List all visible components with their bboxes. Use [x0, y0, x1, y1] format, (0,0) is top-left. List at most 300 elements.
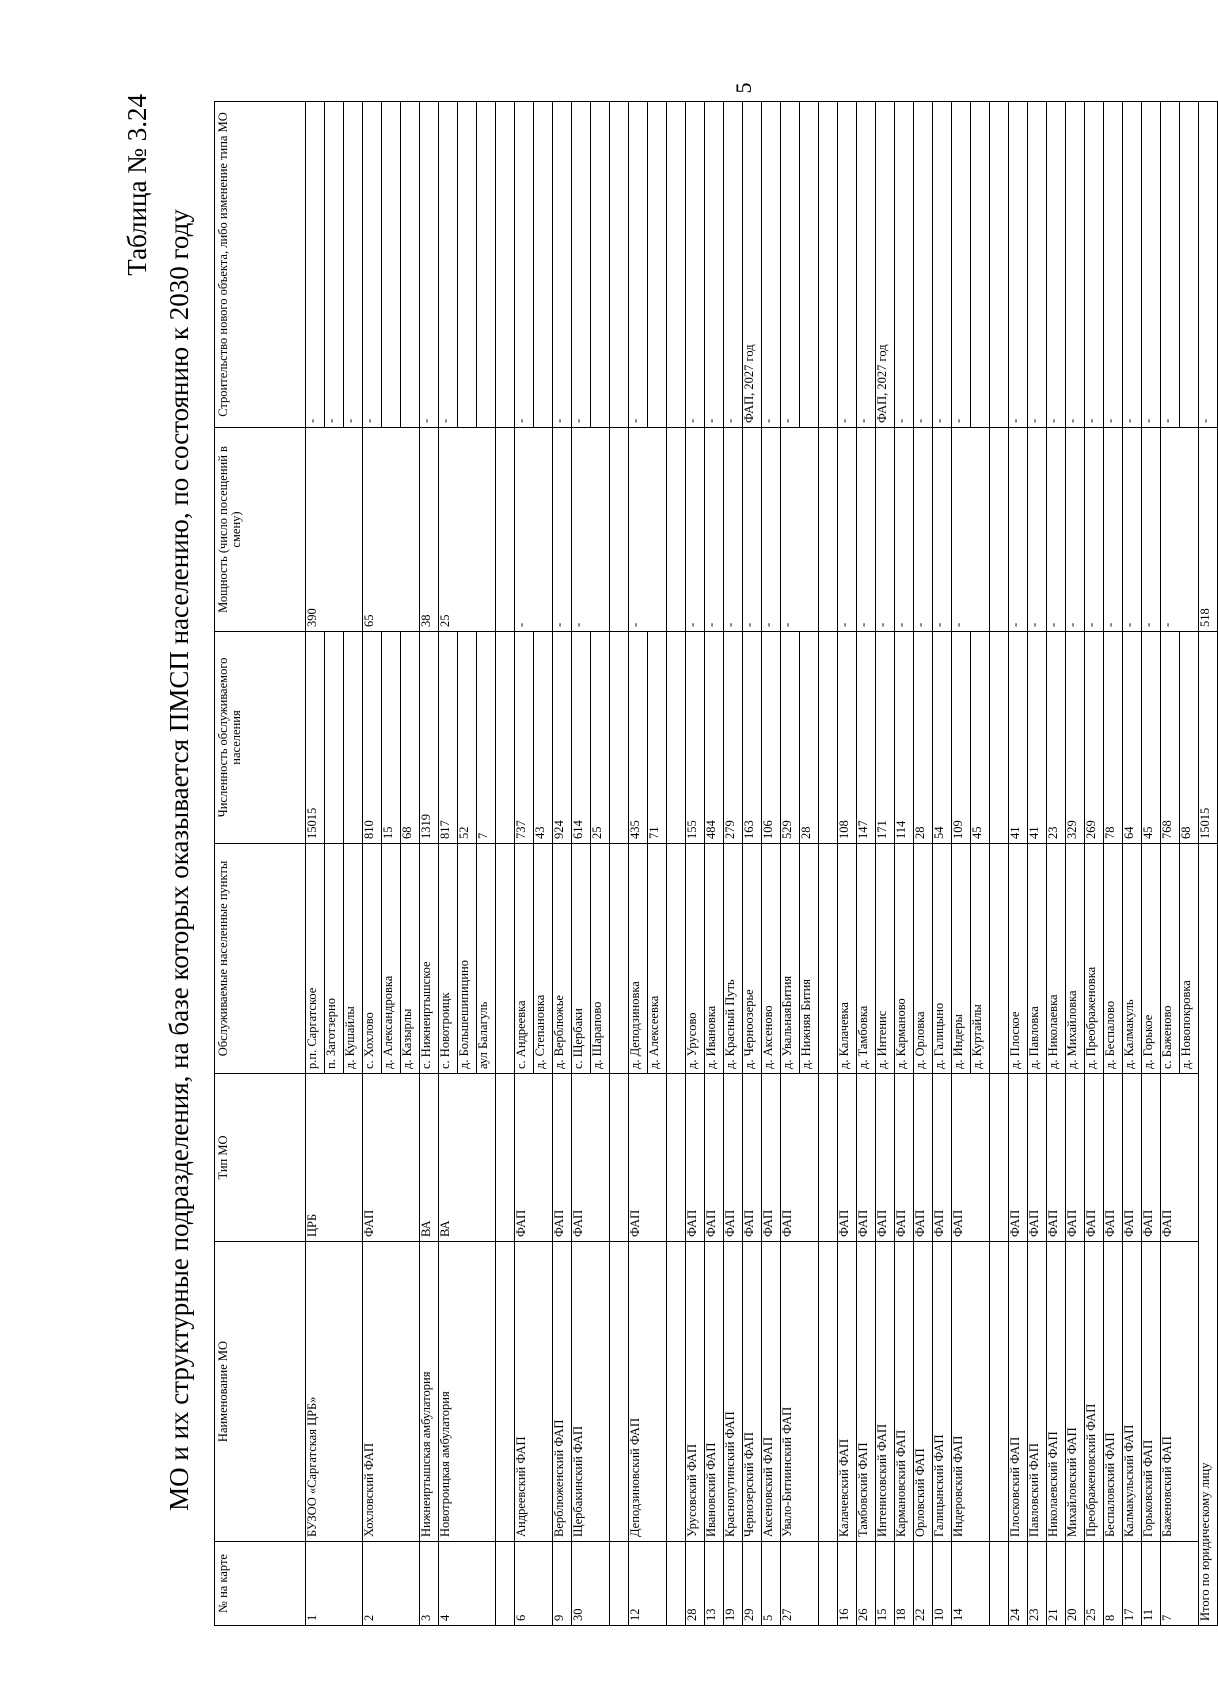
spacer-cell	[819, 1074, 838, 1242]
population-cell: 109	[952, 632, 971, 844]
power-cell: -	[895, 428, 914, 632]
table-row	[1047, 102, 1066, 1626]
power-cell: 38	[420, 428, 439, 632]
build-cell: -	[439, 102, 458, 428]
facility-name-cell: Калачевский ФАП	[838, 1242, 857, 1542]
build-cell: -	[1104, 102, 1123, 428]
facility-type-cell: ФАП	[838, 1074, 857, 1242]
table-row	[705, 102, 724, 1626]
facility-name-cell: Кармановский ФАП	[895, 1242, 914, 1542]
build-cell: -	[1085, 102, 1104, 428]
facility-name-cell: Николаевский ФАП	[1047, 1242, 1066, 1542]
facility-type-cell: ФАП	[515, 1074, 553, 1242]
settlement-cell: д. Горькое	[1142, 844, 1161, 1074]
spacer-cell	[819, 102, 838, 428]
population-cell: 71	[648, 632, 667, 844]
spacer-cell	[610, 1074, 629, 1242]
settlement-cell: д. Шарапово	[591, 844, 610, 1074]
spacer-row	[819, 102, 838, 1626]
population-cell: 147	[857, 632, 876, 844]
spacer-cell	[667, 1542, 686, 1626]
spacer-cell	[990, 1074, 1009, 1242]
population-cell: 484	[705, 632, 724, 844]
settlement-cell: д. Индеры	[952, 844, 971, 1074]
build-cell: -	[572, 102, 591, 428]
spacer-cell	[496, 1074, 515, 1242]
facility-name-cell: Верблюженский ФАП	[553, 1242, 572, 1542]
build-cell: -	[724, 102, 743, 428]
facility-type-cell: ФАП	[629, 1074, 667, 1242]
population-cell: 28	[800, 632, 819, 844]
spacer-cell	[667, 102, 686, 428]
facility-type-cell: ФАП	[876, 1074, 895, 1242]
settlement-cell: д. Галицыно	[933, 844, 952, 1074]
population-cell: 43	[534, 632, 553, 844]
settlement-cell: д. Алексеевка	[648, 844, 667, 1074]
facility-type-cell: ФАП	[724, 1074, 743, 1242]
power-cell: -	[572, 428, 610, 632]
facility-name-cell: Щербакинский ФАП	[572, 1242, 610, 1542]
build-cell: -	[1047, 102, 1066, 428]
population-cell: 28	[914, 632, 933, 844]
power-cell: 25	[439, 428, 496, 632]
facility-name-cell: Новотроицкая амбулатория	[439, 1242, 496, 1542]
facility-name-cell: Интенисовский ФАП	[876, 1242, 895, 1542]
power-cell: -	[629, 428, 667, 632]
table-row	[914, 102, 933, 1626]
table-row	[1104, 102, 1123, 1626]
population-cell: 614	[572, 632, 591, 844]
population-cell: 435	[629, 632, 648, 844]
power-cell: -	[1142, 428, 1161, 632]
facility-type-cell: ФАП	[781, 1074, 819, 1242]
spacer-cell	[496, 632, 515, 844]
build-cell: ФАП, 2027 год	[876, 102, 895, 428]
spacer-cell	[990, 632, 1009, 844]
power-cell: -	[1047, 428, 1066, 632]
power-cell: -	[933, 428, 952, 632]
facility-name-cell: Нижнеиртышская амбулатория	[420, 1242, 439, 1542]
power-cell: -	[1161, 428, 1199, 632]
settlement-cell: с. Баженово	[1161, 844, 1180, 1074]
population-cell: 810	[363, 632, 382, 844]
population-cell: 817	[439, 632, 458, 844]
settlement-cell: д. Казырлы	[401, 844, 420, 1074]
table-row	[743, 102, 762, 1626]
population-cell: 25	[591, 632, 610, 844]
table-row	[306, 102, 325, 1626]
build-cell: -	[363, 102, 382, 428]
spacer-cell	[610, 1242, 629, 1542]
settlement-cell: р.п. Саргатское	[306, 844, 325, 1074]
facility-name-cell: Плосковский ФАП	[1009, 1242, 1028, 1542]
facility-type-cell: ФАП	[743, 1074, 762, 1242]
total-build-cell: -	[1199, 102, 1218, 428]
settlement-cell: с. Нижнеиртышское	[420, 844, 439, 1074]
build-cell: -	[686, 102, 705, 428]
population-cell: 924	[553, 632, 572, 844]
power-cell: 65	[363, 428, 420, 632]
population-cell: 7	[477, 632, 496, 844]
build-cell: -	[553, 102, 572, 428]
settlement-cell: д. Преображеновка	[1085, 844, 1104, 1074]
build-cell	[1180, 102, 1199, 428]
facility-type-cell: ФАП	[1028, 1074, 1047, 1242]
map-number-cell: 23	[1028, 1542, 1047, 1626]
total-label-cell: Итого по юридическому лицу	[1199, 844, 1218, 1626]
facility-name-cell: Увало-Битиинский ФАП	[781, 1242, 819, 1542]
build-cell: ФАП, 2027 год	[743, 102, 762, 428]
population-cell: 41	[1009, 632, 1028, 844]
table-body	[306, 102, 1218, 1626]
power-cell: -	[857, 428, 876, 632]
power-cell: -	[781, 428, 819, 632]
facility-name-cell: Хохловский ФАП	[363, 1242, 420, 1542]
population-cell	[344, 632, 363, 844]
map-number-cell: 11	[1142, 1542, 1161, 1626]
settlement-cell: д. Беспалово	[1104, 844, 1123, 1074]
facility-type-cell: ФАП	[895, 1074, 914, 1242]
table-row	[1161, 102, 1180, 1626]
build-cell: -	[781, 102, 800, 428]
table-row	[553, 102, 572, 1626]
build-cell: -	[762, 102, 781, 428]
table-row	[629, 102, 648, 1626]
map-number-cell: 5	[762, 1542, 781, 1626]
table-number: Таблица № 3.24	[122, 94, 152, 276]
spacer-cell	[819, 428, 838, 632]
spacer-row	[990, 102, 1009, 1626]
build-cell	[648, 102, 667, 428]
spacer-cell	[990, 102, 1009, 428]
table-row	[1009, 102, 1028, 1626]
population-cell: 529	[781, 632, 800, 844]
population-cell: 106	[762, 632, 781, 844]
spacer-cell	[667, 632, 686, 844]
map-number-cell: 16	[838, 1542, 857, 1626]
build-cell: -	[420, 102, 439, 428]
facility-name-cell: Горьковский ФАП	[1142, 1242, 1161, 1542]
spacer-cell	[496, 102, 515, 428]
spacer-cell	[610, 844, 629, 1074]
spacer-cell	[610, 428, 629, 632]
spacer-cell	[819, 632, 838, 844]
facility-type-cell: ФАП	[1009, 1074, 1028, 1242]
population-cell: 114	[895, 632, 914, 844]
build-cell	[800, 102, 819, 428]
spacer-cell	[496, 844, 515, 1074]
population-cell: 108	[838, 632, 857, 844]
population-cell: 68	[1180, 632, 1199, 844]
table-row	[1066, 102, 1085, 1626]
map-number-cell: 25	[1085, 1542, 1104, 1626]
power-cell: -	[705, 428, 724, 632]
spacer-cell	[990, 844, 1009, 1074]
facility-name-cell: Орловский ФАП	[914, 1242, 933, 1542]
table-row	[1028, 102, 1047, 1626]
settlement-cell: д. Аксеново	[762, 844, 781, 1074]
population-cell: 52	[458, 632, 477, 844]
table-row	[724, 102, 743, 1626]
col-header-population: Численность обслуживаемого населения	[215, 632, 306, 844]
col-header-build: Строительство нового объекта, либо изменение типа МО	[215, 102, 306, 428]
power-cell: -	[914, 428, 933, 632]
settlement-cell: с. Новотроицк	[439, 844, 458, 1074]
power-cell: -	[876, 428, 895, 632]
settlement-cell: д. Михайловка	[1066, 844, 1085, 1074]
settlement-cell: д. Верблюжье	[553, 844, 572, 1074]
settlement-cell: д. Нижняя Бития	[800, 844, 819, 1074]
facility-type-cell: ФАП	[762, 1074, 781, 1242]
build-cell: -	[705, 102, 724, 428]
facility-type-cell: ФАП	[553, 1074, 572, 1242]
facility-type-cell: ВА	[420, 1074, 439, 1242]
spacer-cell	[667, 1242, 686, 1542]
map-number-cell: 30	[572, 1542, 610, 1626]
power-cell: -	[1104, 428, 1123, 632]
population-cell: 68	[401, 632, 420, 844]
facility-type-cell: ФАП	[1066, 1074, 1085, 1242]
population-cell: 279	[724, 632, 743, 844]
col-header-name: Наименование МО	[215, 1242, 306, 1542]
population-cell: 64	[1123, 632, 1142, 844]
build-cell	[591, 102, 610, 428]
data-table	[214, 101, 1218, 1626]
power-cell: -	[686, 428, 705, 632]
build-cell: -	[895, 102, 914, 428]
facility-type-cell: ФАП	[1047, 1074, 1066, 1242]
settlement-cell: д. Интенис	[876, 844, 895, 1074]
settlement-cell: д. Николаевка	[1047, 844, 1066, 1074]
settlement-cell: с. Хохлово	[363, 844, 382, 1074]
spacer-cell	[496, 1542, 515, 1626]
table-row	[781, 102, 800, 1626]
population-cell: 15015	[306, 632, 325, 844]
spacer-row	[610, 102, 629, 1626]
settlement-cell: д. Черноозерье	[743, 844, 762, 1074]
settlement-cell: д. Плоское	[1009, 844, 1028, 1074]
facility-name-cell: Ивановский ФАП	[705, 1242, 724, 1542]
spacer-cell	[819, 1242, 838, 1542]
map-number-cell: 28	[686, 1542, 705, 1626]
spacer-cell	[667, 844, 686, 1074]
population-cell: 54	[933, 632, 952, 844]
col-header-num: № на карте	[215, 1542, 306, 1626]
map-number-cell: 14	[952, 1542, 990, 1626]
population-cell: 163	[743, 632, 762, 844]
build-cell	[534, 102, 553, 428]
build-cell: -	[952, 102, 971, 428]
col-header-settlements: Обслуживаемые населенные пункты	[215, 844, 306, 1074]
facility-type-cell: ФАП	[686, 1074, 705, 1242]
build-cell: -	[1009, 102, 1028, 428]
map-number-cell: 7	[1161, 1542, 1199, 1626]
spacer-cell	[990, 1242, 1009, 1542]
table-row	[515, 102, 534, 1626]
table-row	[895, 102, 914, 1626]
map-number-cell: 22	[914, 1542, 933, 1626]
population-cell: 23	[1047, 632, 1066, 844]
facility-name-cell: Краснопутинский ФАП	[724, 1242, 743, 1542]
build-cell: -	[325, 102, 344, 428]
build-cell	[971, 102, 990, 428]
facility-name-cell: Павловский ФАП	[1028, 1242, 1047, 1542]
build-cell: -	[306, 102, 325, 428]
map-number-cell: 4	[439, 1542, 496, 1626]
population-cell: 1319	[420, 632, 439, 844]
settlement-cell: с. Андреевка	[515, 844, 534, 1074]
table-row	[933, 102, 952, 1626]
build-cell: -	[344, 102, 363, 428]
spacer-row	[496, 102, 515, 1626]
total-row	[1199, 102, 1218, 1626]
map-number-cell: 17	[1123, 1542, 1142, 1626]
facility-type-cell: ФАП	[363, 1074, 420, 1242]
map-number-cell: 3	[420, 1542, 439, 1626]
table-row	[876, 102, 895, 1626]
power-cell: -	[515, 428, 553, 632]
page-number: 5	[731, 82, 756, 94]
settlement-cell: д. Урусово	[686, 844, 705, 1074]
power-cell: -	[1028, 428, 1047, 632]
table-row	[363, 102, 382, 1626]
build-cell: -	[914, 102, 933, 428]
build-cell: -	[838, 102, 857, 428]
table-row	[1085, 102, 1104, 1626]
settlement-cell: д. Степановка	[534, 844, 553, 1074]
build-cell	[401, 102, 420, 428]
population-cell: 329	[1066, 632, 1085, 844]
table-row	[1142, 102, 1161, 1626]
map-number-cell: 6	[515, 1542, 553, 1626]
map-number-cell: 21	[1047, 1542, 1066, 1626]
power-cell: -	[1009, 428, 1028, 632]
map-number-cell: 10	[933, 1542, 952, 1626]
power-cell: -	[1123, 428, 1142, 632]
settlement-cell: д. Ивановка	[705, 844, 724, 1074]
map-number-cell: 27	[781, 1542, 819, 1626]
settlement-cell: д. Тамбовка	[857, 844, 876, 1074]
population-cell: 171	[876, 632, 895, 844]
population-cell: 45	[971, 632, 990, 844]
build-cell: -	[1028, 102, 1047, 428]
population-cell: 768	[1161, 632, 1180, 844]
table-row	[762, 102, 781, 1626]
facility-name-cell: Баженовский ФАП	[1161, 1242, 1199, 1542]
facility-type-cell: ФАП	[705, 1074, 724, 1242]
population-cell: 45	[1142, 632, 1161, 844]
facility-name-cell: Деподзиновский ФАП	[629, 1242, 667, 1542]
facility-type-cell: ФАП	[1104, 1074, 1123, 1242]
build-cell	[382, 102, 401, 428]
facility-name-cell: БУЗОО «Саргатская ЦРБ»	[306, 1242, 363, 1542]
build-cell: -	[515, 102, 534, 428]
spacer-cell	[610, 102, 629, 428]
facility-name-cell: Михайловский ФАП	[1066, 1242, 1085, 1542]
facility-name-cell: Беспаловский ФАП	[1104, 1242, 1123, 1542]
spacer-cell	[667, 428, 686, 632]
col-header-type: Тип МО	[215, 1074, 306, 1242]
facility-type-cell: ФАП	[1161, 1074, 1199, 1242]
document-title: МО и их структурные подразделения, на базе которых оказывается ПМСП населению, по состоянию к 2030 году	[164, 209, 194, 1511]
power-cell: -	[838, 428, 857, 632]
facility-type-cell: ФАП	[952, 1074, 990, 1242]
settlement-cell: п. Заготзерно	[325, 844, 344, 1074]
map-number-cell: 19	[724, 1542, 743, 1626]
power-cell: -	[762, 428, 781, 632]
settlement-cell: д. Деподзиновка	[629, 844, 648, 1074]
build-cell: -	[1161, 102, 1180, 428]
facility-name-cell: Преображеновский ФАП	[1085, 1242, 1104, 1542]
map-number-cell: 8	[1104, 1542, 1123, 1626]
map-number-cell: 12	[629, 1542, 667, 1626]
build-cell	[477, 102, 496, 428]
population-cell: 78	[1104, 632, 1123, 844]
facility-type-cell: ФАП	[1123, 1074, 1142, 1242]
build-cell: -	[933, 102, 952, 428]
power-cell: 390	[306, 428, 363, 632]
map-number-cell: 26	[857, 1542, 876, 1626]
power-cell: -	[724, 428, 743, 632]
build-cell: -	[857, 102, 876, 428]
settlement-cell: д. Калачевка	[838, 844, 857, 1074]
spacer-cell	[610, 1542, 629, 1626]
total-power-cell: 518	[1199, 428, 1218, 632]
map-number-cell: 20	[1066, 1542, 1085, 1626]
spacer-cell	[496, 428, 515, 632]
facility-name-cell: Индеровский ФАП	[952, 1242, 990, 1542]
table-row	[952, 102, 971, 1626]
spacer-cell	[990, 1542, 1009, 1626]
facility-type-cell: ФАП	[572, 1074, 610, 1242]
table-row	[686, 102, 705, 1626]
spacer-cell	[819, 844, 838, 1074]
build-cell: -	[1066, 102, 1085, 428]
facility-type-cell: ФАП	[933, 1074, 952, 1242]
settlement-cell: д. Большешипицино	[458, 844, 477, 1074]
power-cell: -	[952, 428, 990, 632]
population-cell: 41	[1028, 632, 1047, 844]
table-row	[420, 102, 439, 1626]
build-cell	[458, 102, 477, 428]
map-number-cell: 29	[743, 1542, 762, 1626]
settlement-cell: аул Балагуль	[477, 844, 496, 1074]
power-cell: -	[743, 428, 762, 632]
settlement-cell: д. Павловка	[1028, 844, 1047, 1074]
power-cell: -	[553, 428, 572, 632]
spacer-cell	[610, 632, 629, 844]
spacer-cell	[990, 428, 1009, 632]
facility-name-cell: Аксеновский ФАП	[762, 1242, 781, 1542]
table-row	[439, 102, 458, 1626]
header-row	[215, 102, 306, 1626]
settlement-cell: д. Александровка	[382, 844, 401, 1074]
settlement-cell: д. УвальнаяБития	[781, 844, 800, 1074]
settlement-cell: д. Новопокровка	[1180, 844, 1199, 1074]
population-cell: 15	[382, 632, 401, 844]
settlement-cell: д. Куртайлы	[971, 844, 990, 1074]
power-cell: -	[1085, 428, 1104, 632]
table-row	[1123, 102, 1142, 1626]
facility-type-cell: ВА	[439, 1074, 496, 1242]
build-cell: -	[1123, 102, 1142, 428]
map-number-cell: 9	[553, 1542, 572, 1626]
build-cell: -	[629, 102, 648, 428]
population-cell: 155	[686, 632, 705, 844]
map-number-cell: 18	[895, 1542, 914, 1626]
spacer-cell	[496, 1242, 515, 1542]
spacer-cell	[819, 1542, 838, 1626]
